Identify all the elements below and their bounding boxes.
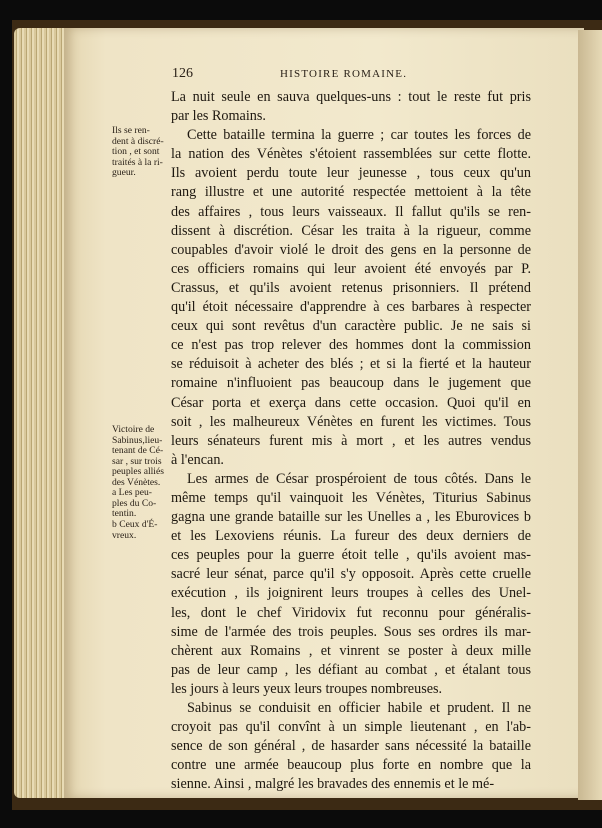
text-line: César porta et exerça dans cette occasion. Quoi qu'il en [171,394,531,411]
margin-line: traités à la ri- [112,156,163,168]
text-line: Cette bataille termina la guerre ; car toutes les forces de [187,127,531,144]
margin-line: a Les peu- [112,487,152,498]
margin-note-surrender [112,126,170,179]
text-line: sienne. Ainsi , malgré les bravades des ennemis et le mé- [171,776,495,793]
text-line: ce n'est pas trop relever des hommes dont la commission [171,337,531,354]
margin-line: b Ceux d'É- [112,519,158,530]
margin-line: dent à discré- [112,135,164,147]
margin-line: Ils se ren- [112,125,150,136]
margin-line: tentin. [112,508,137,520]
text-line: exécution , ils joignirent leurs troupes à celles des Unel- [171,585,531,602]
text-line: Sabinus se conduisit en officier habile et prudent. Il ne [187,700,531,716]
text-line: les, dont le chef Viridovix fut reconnu pour généralis- [171,604,531,621]
text-line: leurs sénateurs furent mis à mort , et les autres vendus [171,432,531,449]
text-line: soit , les malheureux Vénètes en furent les victimes. Tous [171,413,531,430]
facing-page-edge [578,30,602,800]
margin-line: tion , et sont [112,146,160,158]
text-line: dissent à discrétion. César les traita à la rigueur, comme [171,222,531,239]
text-line: qu'il étoit nécessaire d'apprendre à ces barbares à respecter [171,299,531,316]
margin-line: Sabinus,lieu- [112,434,163,446]
text-line: les jours à leurs yeux leurs troupes nombreuses. [171,680,443,697]
running-header [172,66,532,84]
text-line: la nation des Vénètes s'étoient rassemblées sur cette flotte. [171,146,531,163]
text-line: des affaires , tous leurs vaisseaux. Il fallut qu'ils se ren- [171,203,531,220]
margin-line: ples du Co- [112,497,157,509]
text-line: sime de l'armée des trois peuples. Sous ses ordres ils mar- [171,623,531,640]
margin-line: tenant de Cé- [112,445,164,457]
text-line: croyoit pas qu'il convînt à un simple lieutenant , en l'ab- [171,719,531,736]
text-line: La nuit seule en sauva quelques-uns : tout le reste fut pris [171,89,531,105]
margin-line: sar , sur trois [112,455,162,467]
text-line: rang illustre et une autorité respectée mettoient à la tête [171,184,531,201]
text-line: ces peuples pour la guerre étoit telle , qu'ils avoient mas- [171,547,531,564]
text-line: à l'encan. [171,451,224,468]
body-text [171,88,531,794]
text-line: Les armes de César prospéroient de tous côtés. Dans le [187,470,531,487]
text-line: gagna une grande bataille sur les Unelles a , les Eburovices b [171,509,531,526]
margin-line: peuples alliés [112,466,164,478]
text-line: même temps qu'il vainquoit les Vénètes, Titurius Sabinus [171,489,531,506]
page-number: 126 [172,66,193,81]
text-line: sacré leur sénat, parce qu'il s'y opposoit. Après cette cruelle [171,566,531,583]
margin-line: des Vénètes. [112,476,161,488]
text-line: coupables d'avoir violé le droit des gens en la personne de [171,241,531,258]
margin-line: gueur. [112,167,136,179]
text-line: et les Lexoviens réunis. La fureur des deux derniers de [171,528,531,545]
text-line: ces officiers romains qui leur avoient été envoyés par P. [171,260,531,277]
margin-note-victory [112,425,170,489]
text-line: pas de leur camp , les défiant au combat , et étalant tous [171,661,531,678]
text-line: ceux qui sont revêtus d'un caractère public. Je ne sais si [171,318,531,335]
text-line: chèrent aux Romains , et vinrent se poster à deux mille [171,642,531,659]
text-line: par les Romains. [171,108,266,125]
text-line: se réduisoit à acheter des blés ; et si la fierté et la hauteur [171,356,531,373]
text-line: sence de son général , de hasarder sans nécessité la bataille [171,738,531,755]
text-line: Crassus, et qu'ils avoient retenus prisonniers. Il prétend [171,279,531,296]
text-line: contre une armée beaucoup plus forte en nombre que la [171,757,531,774]
text-line: Ils avoient perdu toute leur jeunesse , tous ceux qu'un [171,165,531,182]
running-title: HISTOIRE ROMAINE. [280,68,408,80]
text-line: romaine n'influoient pas beaucoup dans le jugement que [171,375,531,392]
margin-line: Victoire de [112,424,155,435]
footnote-a [112,488,170,520]
margin-line: vreux. [112,529,137,541]
footnote-b [112,520,170,541]
